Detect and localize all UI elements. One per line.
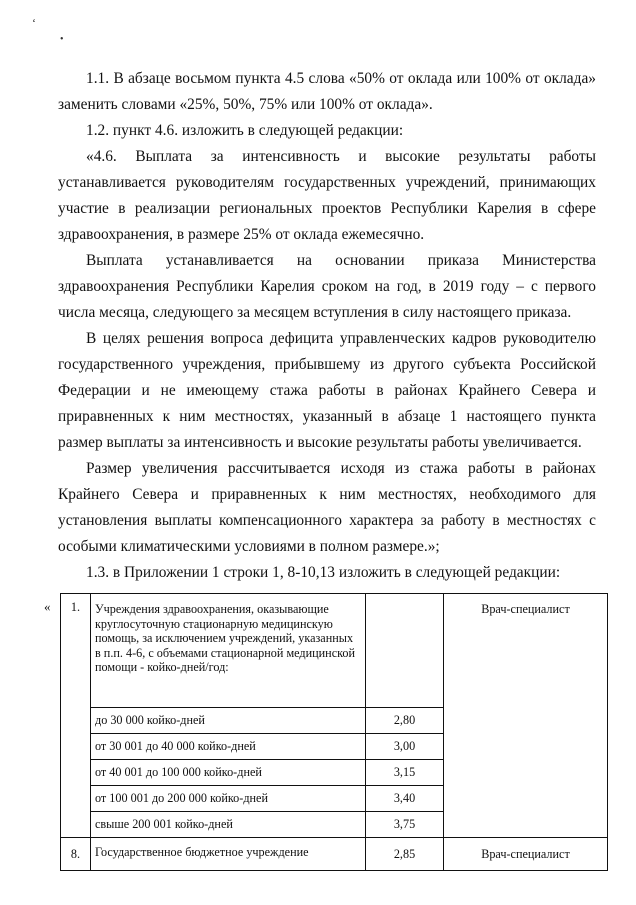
coefficient-value: 2,80 <box>366 708 444 734</box>
paragraph-1-3: 1.3. в Приложении 1 строки 1, 8-10,13 изложить в следующей редакции: <box>86 564 561 581</box>
paragraph-1-1: 1.1. В абзаце восьмом пункта 4.5 слова «50% от оклада или 100% от оклада» заменить словами «25%, 50%, 75% или 100% от оклада». <box>58 70 596 113</box>
institution-cell: Учреждения здравоохранения, оказывающие круглосуточную стационарную медицинскую помощь, за исключением учреждений, указанных в п.п. 4-6, с объемами стационарной медицинской помощи - койко-дней/год: <box>91 594 366 708</box>
position-cell: Врач-специалист <box>444 594 608 838</box>
bed-days-range: от 30 001 до 40 000 койко-дней <box>91 734 366 760</box>
coefficient-value: 3,15 <box>366 760 444 786</box>
paragraph-deficit: В целях решения вопроса дефицита управленческих кадров руководителю государственного учреждения, прибывшему из другого субъекта Российской Федерации и не имеющему стажа работы в районах Крайнего Севера и приравненных к ним местностях, указанный в абзаце 1 настоящего пункта размер выплаты за интенсивность и высокие результаты работы увеличивается. <box>58 330 596 451</box>
position-cell: Врач-специалист <box>444 838 608 871</box>
paragraph-4-6: «4.6. Выплата за интенсивность и высокие результаты работы устанавливается руководителям государственных учреждений, принимающих участие в реализации региональных проектов Республики Карелия в сфере здравоохранения, в размере 25% от оклада ежемесячно. <box>58 148 596 243</box>
bed-days-range: свыше 200 001 койко-дней <box>91 812 366 838</box>
margin-mark: ‘ <box>32 16 36 30</box>
row-number: 1. <box>61 594 91 838</box>
bed-days-range: до 30 000 койко-дней <box>91 708 366 734</box>
coefficient-value: 3,00 <box>366 734 444 760</box>
paragraph-1-2: 1.2. пункт 4.6. изложить в следующей редакции: <box>86 122 404 139</box>
coefficient-value: 2,85 <box>366 838 444 871</box>
paragraph-increase: Размер увеличения рассчитывается исходя из стажа работы в районах Крайнего Севера и приравненных к ним местностях, необходимого для установления выплаты компенсационного характера за работу в местностях с особыми климатическими условиями в полном размере.»; <box>58 460 596 555</box>
table-row <box>61 838 608 871</box>
coefficient-value: 3,40 <box>366 786 444 812</box>
institution-cell: Государственное бюджетное учреждение <box>91 838 366 871</box>
row-number: 8. <box>61 838 91 871</box>
coefficient-value: 3,75 <box>366 812 444 838</box>
margin-dot: • <box>60 34 64 45</box>
table-open-quote: « <box>44 599 51 614</box>
table-row <box>61 594 608 708</box>
document-body <box>58 66 596 586</box>
appendix-table <box>60 593 608 871</box>
paragraph-payment: Выплата устанавливается на основании приказа Министерства здравоохранения Республики Карелия сроком на год, в 2019 году – с первого числа месяца, следующего за месяцем вступления в силу настоящего приказа. <box>58 252 596 321</box>
bed-days-range: от 100 001 до 200 000 койко-дней <box>91 786 366 812</box>
value-cell <box>366 594 444 708</box>
bed-days-range: от 40 001 до 100 000 койко-дней <box>91 760 366 786</box>
